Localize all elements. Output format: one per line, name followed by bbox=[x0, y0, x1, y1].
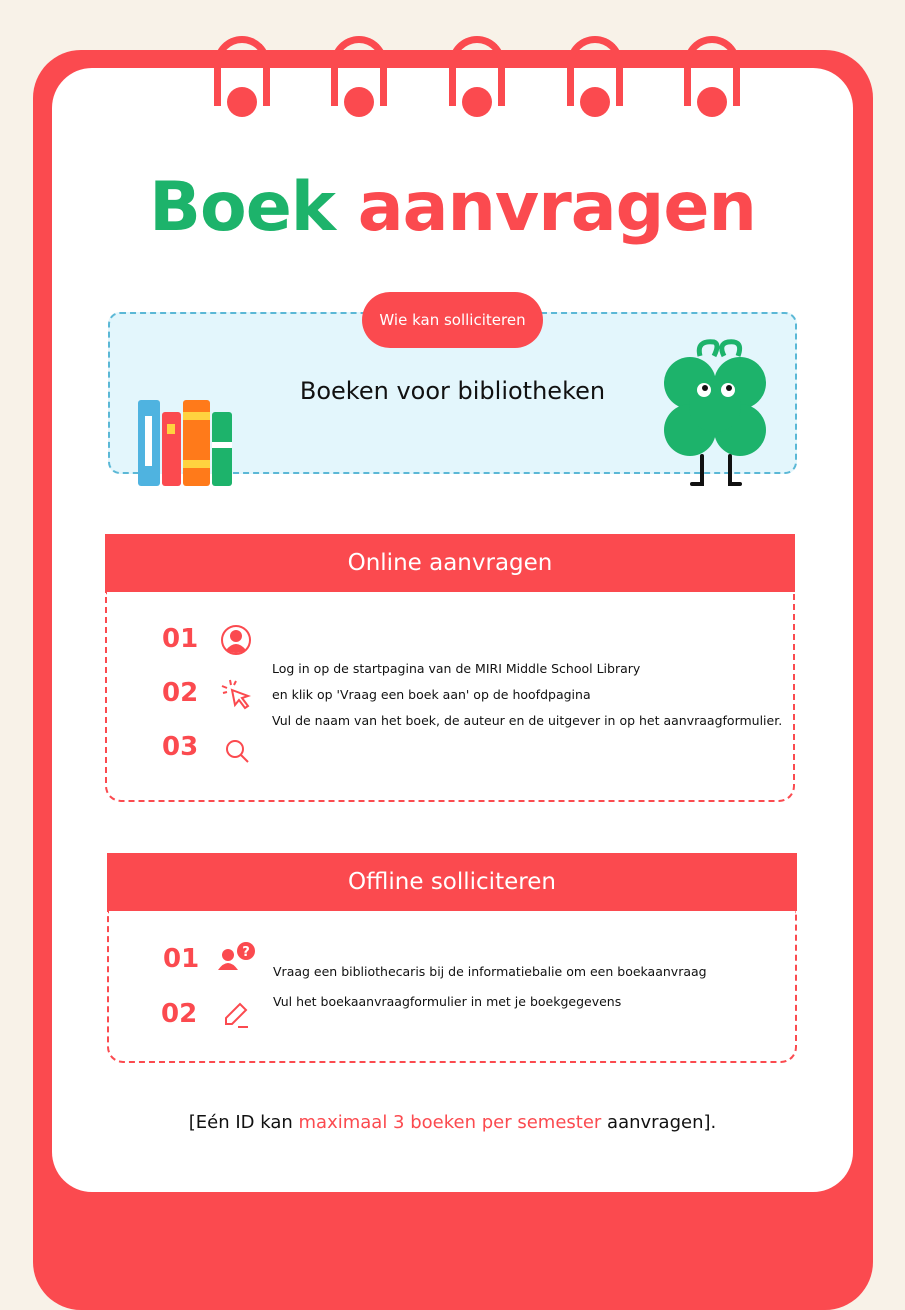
step-number: 02 bbox=[162, 678, 199, 708]
info-badge: Wie kan solliciteren bbox=[362, 292, 543, 348]
info-text: Boeken voor bibliotheken bbox=[299, 377, 606, 405]
click-cursor-icon bbox=[220, 678, 254, 712]
step-number: 03 bbox=[162, 732, 199, 762]
step-number: 01 bbox=[162, 624, 199, 654]
online-heading: Online aanvragen bbox=[105, 534, 795, 592]
user-question-icon bbox=[216, 942, 258, 974]
user-icon bbox=[220, 624, 252, 656]
offline-section bbox=[107, 911, 797, 1063]
pencil-icon bbox=[222, 1000, 252, 1030]
step-text: Vul de naam van het boek, de auteur en de uitgever in op het aanvraagformulier. bbox=[272, 713, 783, 728]
step-number: 01 bbox=[163, 944, 200, 974]
page-title: Boek aanvragen bbox=[149, 168, 756, 247]
books-illustration bbox=[136, 398, 236, 488]
step-text: Vul het boekaanvraagformulier in met je boekgegevens bbox=[273, 994, 622, 1009]
clover-mascot bbox=[660, 338, 775, 490]
footer-note: [Eén ID kan maximaal 3 boeken per semester aanvragen]. bbox=[188, 1112, 717, 1133]
step-number: 02 bbox=[161, 999, 198, 1029]
step-text: Log in op de startpagina van de MIRI Middle School Library bbox=[272, 661, 641, 676]
search-icon bbox=[224, 738, 252, 766]
step-text: Vraag een bibliothecaris bij de informatiebalie om een boekaanvraag bbox=[273, 964, 707, 979]
offline-heading: Offline solliciteren bbox=[107, 853, 797, 911]
svg-text:?: ? bbox=[242, 945, 250, 960]
step-text: en klik op 'Vraag een boek aan' op de hoofdpagina bbox=[272, 687, 591, 702]
